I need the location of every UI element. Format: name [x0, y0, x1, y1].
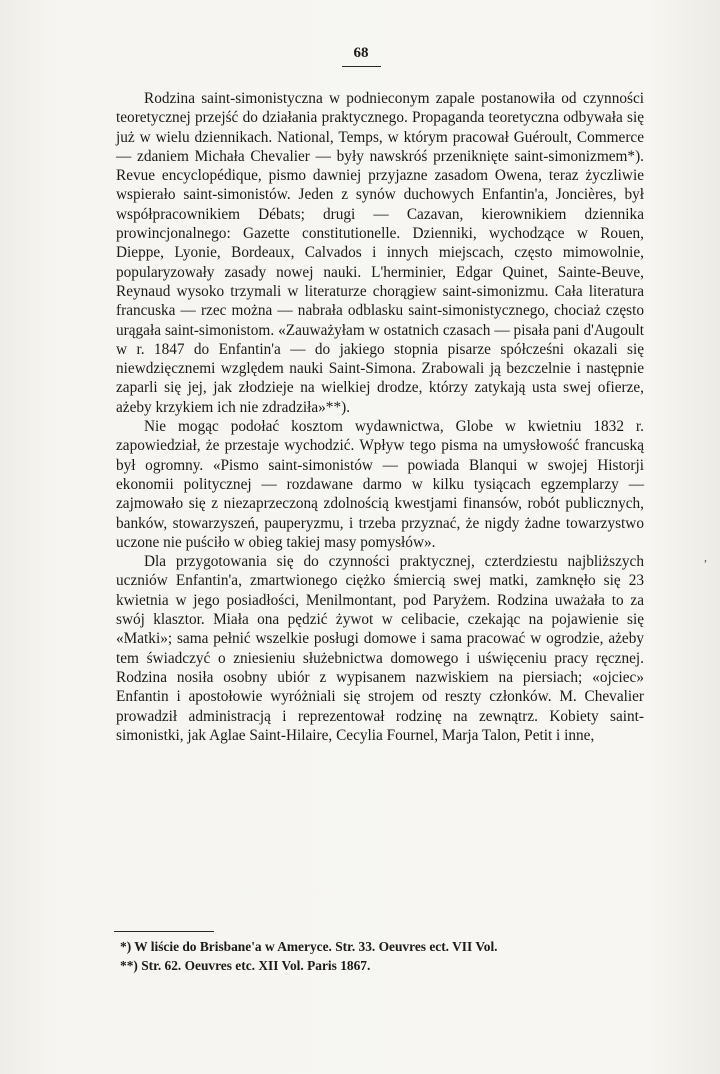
footnotes [120, 938, 640, 975]
footnote-separator [114, 931, 214, 932]
paragraph-3: Dla przygotowania się do czynności praktycznej, czterdziestu najbliższych uczniów Enfantin'a, zmartwionego ciężko śmiercią swej matki, zamknęło się 23 kwietnia w jego posiadłości, Menilmontant, pod Paryżem. Rodzina uważała to za swój klasztor. Miała ona pędzić żywot w celibacie, czekając na pojawienie się «Matki»; sama pełnić wszelkie posługi domowe i sama pracować w ogrodzie, ażeby tem świadczyć o zniesieniu służebnictwa domowego i uświęceniu pracy ręcznej. Rodzina nosiła osobny ubiór z wypisanem nazwiskiem na piersiach; «ojciec» Enfantin i apostołowie wyróżniali się strojem od reszty członków. M. Chevalier prowadził administracją i reprezentował rodzinę na zewnątrz. Kobiety saint-simonistki, jak Aglae Saint-Hilaire, Cecylia Fournel, Marja Talon, Petit i inne, [116, 553, 644, 744]
page-number-underline [342, 66, 381, 67]
footnote-2: **) Str. 62. Oeuvres etc. XII Vol. Paris 1867. [120, 957, 371, 973]
footnote-1: *) W liście do Brisbane'a w Ameryce. Str. 33. Oeuvres ect. VII Vol. [120, 939, 498, 954]
paragraph-1: Rodzina saint-simonistyczna w podnieconym zapale postanowiła od czynności teoretycznej przejść do działania praktycznego. Propaganda teoretyczna odbywała się już w wielu dziennikach. National, Temps, w którym pracował Guéroult, Commerce — zdaniem Michała Chevalier — były nawskróś przeniknięte saint-simonizmem*). Revue encyclopédique, pismo dawniej przyjazne zasadom Owena, teraz życzliwie wspierało saint-simonistów. Jeden z synów duchowych Enfantin'a, Joncières, był współpracownikiem Débats; drugi — Cazavan, kierownikiem dziennika prowincjonalnego: Gazette constitutionelle. Dzienniki, wychodzące w Rouen, Dieppe, Lyonie, Bordeaux, Calvados i innych miejscach, często mimowolnie, popularyzowały zasady nowej nauki. L'herminier, Edgar Quinet, Sainte-Beuve, Reynaud wysoko trzymali w literaturze chorągiew saint-simonizmu. Cała literatura francuska — rzec można — nabrała odblasku saint-simonistycznego, chociaż często urągała saint-simonistom. «Zauważyłam w ostatnich czasach — pisała pani d'Augoult w r. 1847 do Enfantin'a — do jakiego stopnia pisarze spółcześni okazali się niewdzięcznemi względem nauki Saint-Simona. Zrabowali ją bezczelnie i następnie zaparli się jej, jak złodzieje na wielkiej drodze, którzy zatykają usta swej ofierze, ażeby krzykiem ich nie zdradziła»**). [116, 90, 644, 416]
margin-mark: , [704, 550, 707, 564]
page-number: 68 [353, 45, 369, 61]
body-text [116, 89, 644, 745]
paragraph-2: Nie mogąc podołać kosztom wydawnictwa, Globe w kwietniu 1832 r. zapowiedział, że przestaje wychodzić. Wpływ tego pisma na umysłowość francuską był ogromny. «Pismo saint-simonistów — powiada Blanqui w swojej Historji ekonomii politycznej — rozdawane darmo w kilku tysiącach egzemplarzy — zajmowało się z niezaprzeczoną zdolnością kwestjami finansów, robót publicznych, banków, stowarzyszeń, pauperyzmu, i trzeba przyznać, że nigdy żadne towarzystwo uczone nie puściło w obieg takiej masy pomysłów». [116, 418, 644, 551]
